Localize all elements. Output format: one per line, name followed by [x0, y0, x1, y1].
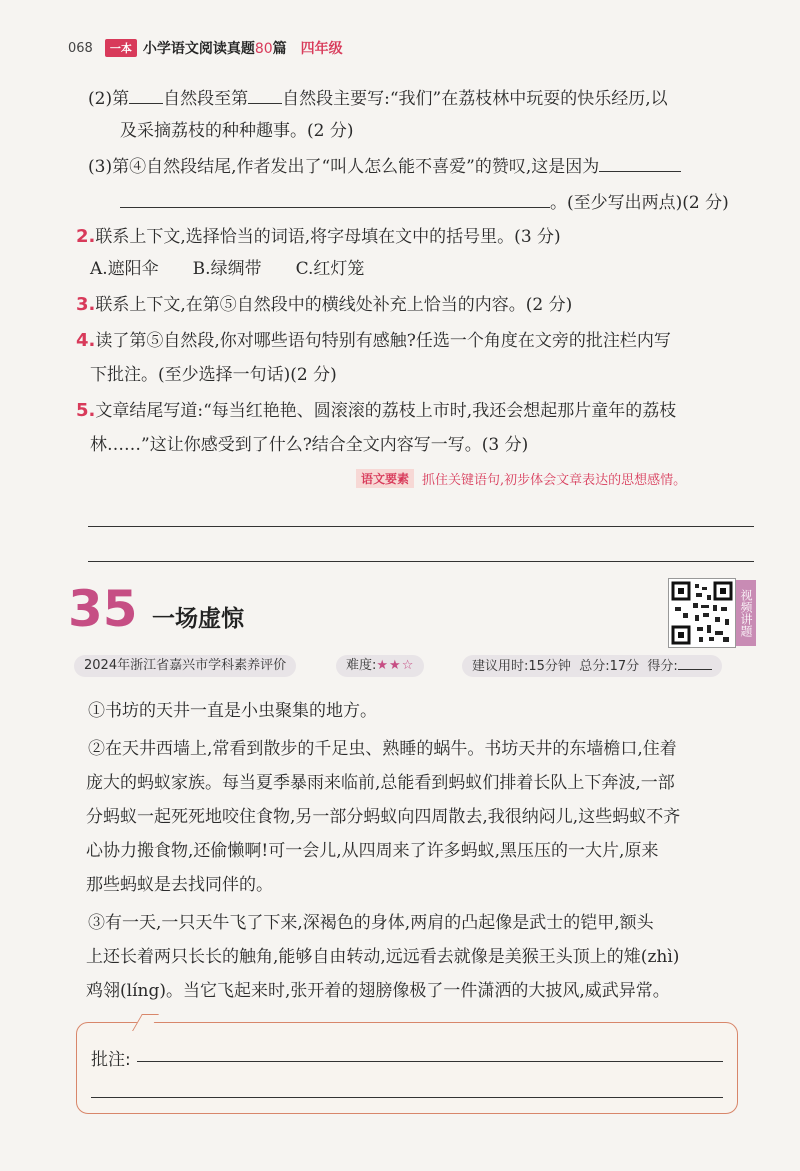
star-rating-icon: ★★☆ [376, 658, 415, 673]
video-explain-tab[interactable]: 视频讲题 [736, 580, 756, 646]
note-tab [132, 1014, 159, 1031]
question-2: 2.联系上下文,选择恰当的词语,将字母填在文中的括号里。(3 分) [76, 226, 561, 247]
page-header [68, 38, 343, 58]
question-4-cont: 下批注。(至少选择一句话)(2 分) [90, 365, 337, 385]
lesson-info-bar [74, 655, 764, 679]
question-5: 5.文章结尾写道:“每当红艳艳、圆滚滚的荔枝上市时,我还会想起那片童年的荔枝 [76, 400, 677, 421]
page-number: 068 [68, 40, 93, 56]
question-2-sub-cont: 及采摘荔枝的种种趣事。(2 分) [120, 121, 354, 141]
language-element-tip [356, 469, 686, 488]
annotation-line[interactable] [91, 1097, 723, 1098]
tip-tag: 语文要素 [356, 469, 414, 488]
answer-line[interactable] [88, 561, 754, 562]
time-total-score: 建议用时:15分钟 总分:17分 得分: [462, 655, 722, 677]
question-4: 4.读了第⑤自然段,你对哪些语句特别有感触?任选一个角度在文旁的批注栏内写 [76, 330, 671, 351]
question-5-cont: 林……”这让你感受到了什么?结合全文内容写一写。(3 分) [90, 435, 529, 455]
question-3-sub-cont: 。(至少写出两点)(2 分) [120, 188, 729, 218]
annotation-line[interactable] [137, 1061, 723, 1062]
source-label: 2024年浙江省嘉兴市学科素养评价 [74, 655, 296, 677]
answer-blank[interactable] [248, 85, 282, 104]
qr-code-icon[interactable] [668, 578, 736, 648]
question-2-options: A.遮阳伞 B.绿绸带 C.红灯笼 [90, 259, 365, 279]
answer-blank[interactable] [129, 85, 163, 104]
brand-logo: 一本 [105, 39, 137, 57]
paragraph-2: ②在天井西墙上,常看到散步的千足虫、熟睡的蜗牛。书坊天井的东墙檐口,住着 庞大的蚂蚁家族。每当夏季暴雨来临前,总能看到蚂蚁们排着长队上下奔波,一部 分蚂蚁一起死死地咬住食物,另一部分蚂蚁向四周散去,我很纳闷儿,这些蚂蚁不齐 心协力搬食物,还偷懒啊!可一会儿,从四周来了许多蚂蚁,黑压压的一大片,原来 那些蚂蚁是去找同伴的。 [86, 739, 681, 895]
paragraph-1: ①书坊的天井一直是小虫聚集的地方。 [88, 701, 377, 721]
series-title: 小学语文阅读真题80篇 [142, 41, 287, 57]
paragraph-3: ③有一天,一只天牛飞了下来,深褐色的身体,两肩的凸起像是武士的铠甲,额头 上还长着两只长长的触角,能够自由转动,远远看去就像是美猴王头顶上的雉(zhì) 鸡翎(líng)。当它飞起来时,张开着的翅膀像极了一件潇洒的大披风,威武异常。 [86, 913, 680, 1001]
score-blank[interactable] [678, 655, 712, 670]
question-3: 3.联系上下文,在第⑤自然段中的横线处补充上恰当的内容。(2 分) [76, 294, 573, 315]
difficulty: 难度:★★☆ [336, 655, 424, 677]
lesson-number: 35 [68, 580, 138, 638]
answer-blank[interactable] [120, 189, 550, 208]
tip-text: 抓住关键语句,初步体会文章表达的思想感情。 [422, 473, 687, 488]
answer-line[interactable] [88, 526, 754, 527]
question-2-sub: (2)第 自然段至第 自然段主要写:“我们”在荔枝林中玩耍的快乐经历,以 [88, 84, 668, 114]
answer-blank[interactable] [599, 153, 681, 172]
annotation-label: 批注: [91, 1050, 131, 1070]
grade-label: 四年级 [300, 41, 343, 57]
question-3-sub: (3)第④自然段结尾,作者发出了“叫人怎么能不喜爱”的赞叹,这是因为 [88, 152, 681, 182]
lesson-title: 一场虚惊 [152, 606, 244, 632]
annotation-box [76, 1022, 738, 1114]
